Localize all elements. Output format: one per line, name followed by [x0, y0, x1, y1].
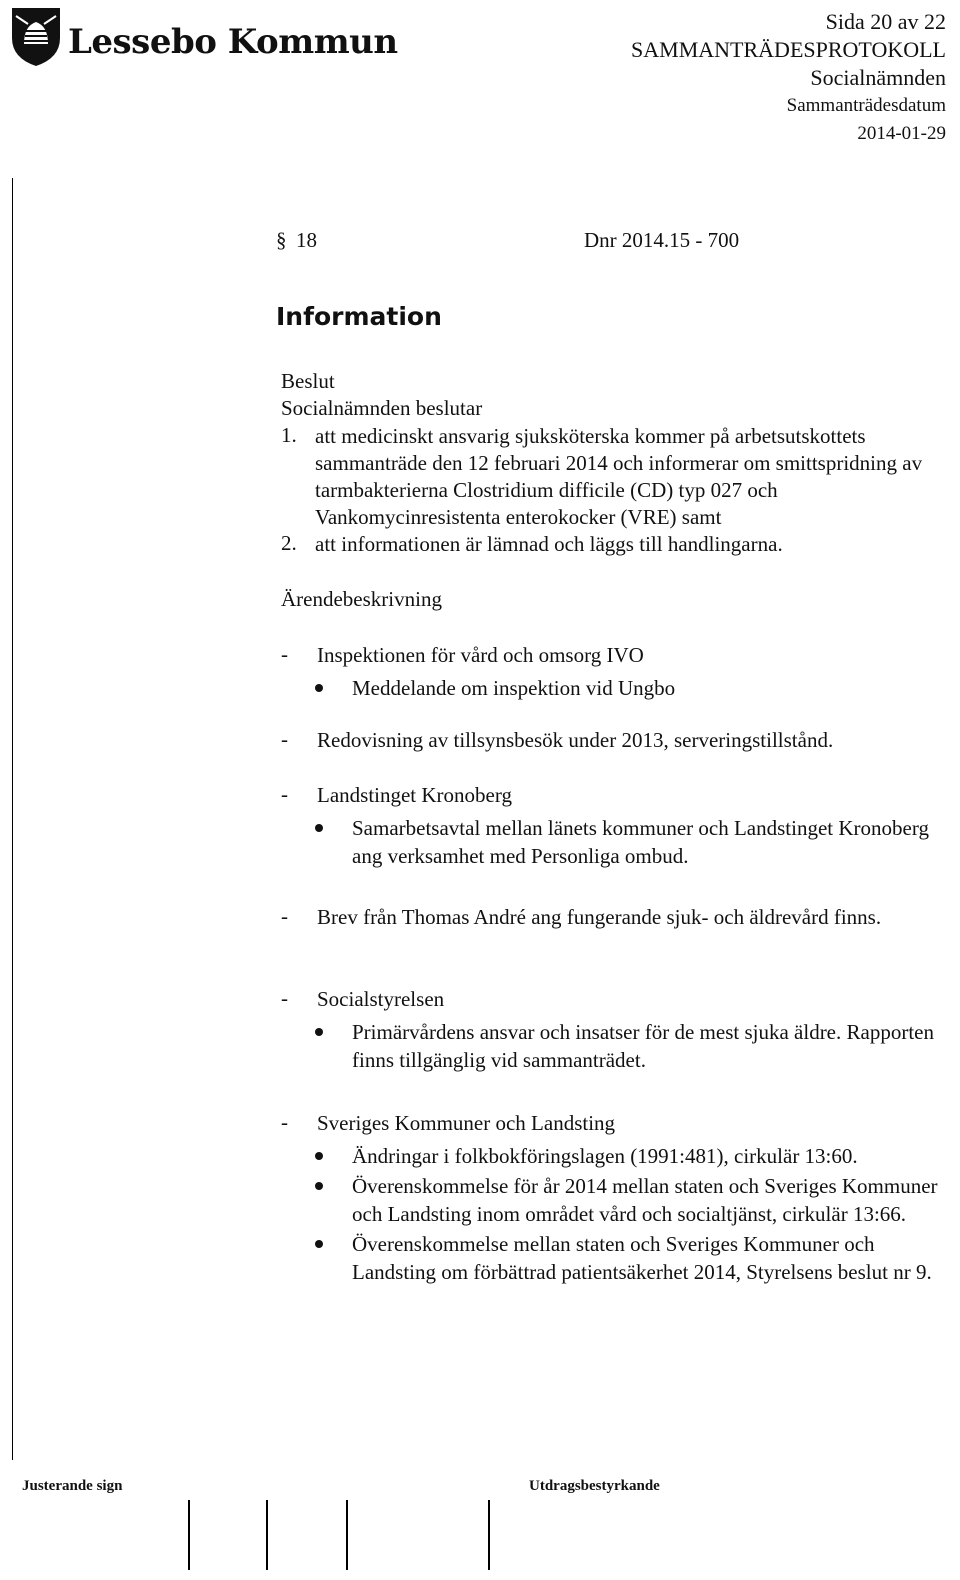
bullet-icon	[315, 1152, 323, 1160]
dash: -	[281, 1110, 288, 1134]
list-item: Meddelande om inspektion vid Ungbo	[281, 674, 941, 702]
info-group-title: Socialstyrelsen	[317, 987, 445, 1011]
bullet-icon	[315, 1182, 323, 1190]
footer-extract-label: Utdragsbestyrkande	[529, 1478, 660, 1494]
decision-label: Beslut	[281, 369, 335, 393]
page-number: Sida 20 av 22	[825, 9, 946, 34]
dash: -	[281, 782, 288, 806]
date-label: Sammanträdesdatum	[786, 95, 946, 116]
list-item: Överenskommelse för år 2014 mellan staten och Sveriges Kommuner och Landsting inom området vård och socialtjänst, cirkulär 13:66.	[281, 1172, 941, 1228]
info-group-title: Redovisning av tillsynsbesök under 2013, serveringstillstånd.	[317, 728, 834, 752]
dash: -	[281, 904, 288, 928]
info-group	[281, 986, 941, 1076]
decision-item-number: 2.	[281, 531, 297, 555]
dash: -	[281, 727, 288, 751]
info-group	[281, 1110, 941, 1288]
bullet-icon	[315, 824, 323, 832]
info-group-title: Brev från Thomas André ang fungerande sjuk- och äldrevård finns.	[317, 905, 882, 929]
decision-item-text: att informationen är lämnad och läggs till handlingarna.	[315, 532, 783, 556]
case-number: Dnr 2014.15 - 700	[584, 228, 740, 252]
list-item: Primärvårdens ansvar och insatser för de mest sjuka äldre. Rapporten finns tillgänglig vid sammanträdet.	[281, 1018, 941, 1074]
header-info	[631, 8, 946, 148]
paragraph-symbol: §	[276, 228, 287, 252]
margin-rule	[12, 178, 13, 1460]
bullet-icon	[315, 1028, 323, 1036]
bullet-icon	[315, 684, 323, 692]
signature-divider	[346, 1500, 348, 1570]
signature-divider	[188, 1500, 190, 1570]
paragraph-number: 18	[296, 228, 317, 252]
list-item: Överenskommelse mellan staten och Sveriges Kommuner och Landsting om förbättrad patientsäkerhet 2014, Styrelsens beslut nr 9.	[281, 1230, 941, 1286]
signature-divider	[488, 1500, 490, 1570]
description-label: Ärendebeskrivning	[281, 587, 442, 611]
info-group-title: Inspektionen för vård och omsorg IVO	[317, 643, 644, 667]
dash: -	[281, 986, 288, 1010]
organization-name: Lessebo Kommun	[68, 22, 398, 62]
municipality-logo	[6, 4, 66, 68]
protocol-title: SAMMANTRÄDESPROTOKOLL	[631, 37, 946, 62]
bullet-icon	[315, 1240, 323, 1248]
info-group	[281, 904, 941, 932]
decision-item-number: 1.	[281, 423, 297, 447]
info-group	[281, 727, 941, 755]
footer-sign-label: Justerande sign	[22, 1478, 123, 1494]
list-item: Ändringar i folkbokföringslagen (1991:481), cirkulär 13:60.	[281, 1142, 941, 1170]
section-title: Information	[276, 302, 442, 331]
meeting-date: 2014-01-29	[857, 123, 946, 144]
committee-name: Socialnämnden	[810, 65, 946, 90]
list-item: Samarbetsavtal mellan länets kommuner och Landstinget Kronoberg ang verksamhet med Personliga ombud.	[281, 814, 941, 870]
decision-intro: Socialnämnden beslutar	[281, 396, 483, 420]
info-group-title: Landstinget Kronoberg	[317, 783, 512, 807]
dash: -	[281, 642, 288, 666]
info-group	[281, 782, 941, 872]
info-group-title: Sveriges Kommuner och Landsting	[317, 1111, 616, 1135]
decision-item-text: att medicinskt ansvarig sjuksköterska kommer på arbetsutskottets sammanträde den 12 februari 2014 och informerar om smittspridning av tarmbakterierna Clostridium difficile (CD) typ 027 och Vankomycinresistenta enterokocker (VRE) samt	[315, 424, 923, 529]
info-group	[281, 642, 941, 704]
decision-item	[281, 423, 941, 531]
decision-item	[281, 531, 941, 558]
signature-divider	[266, 1500, 268, 1570]
